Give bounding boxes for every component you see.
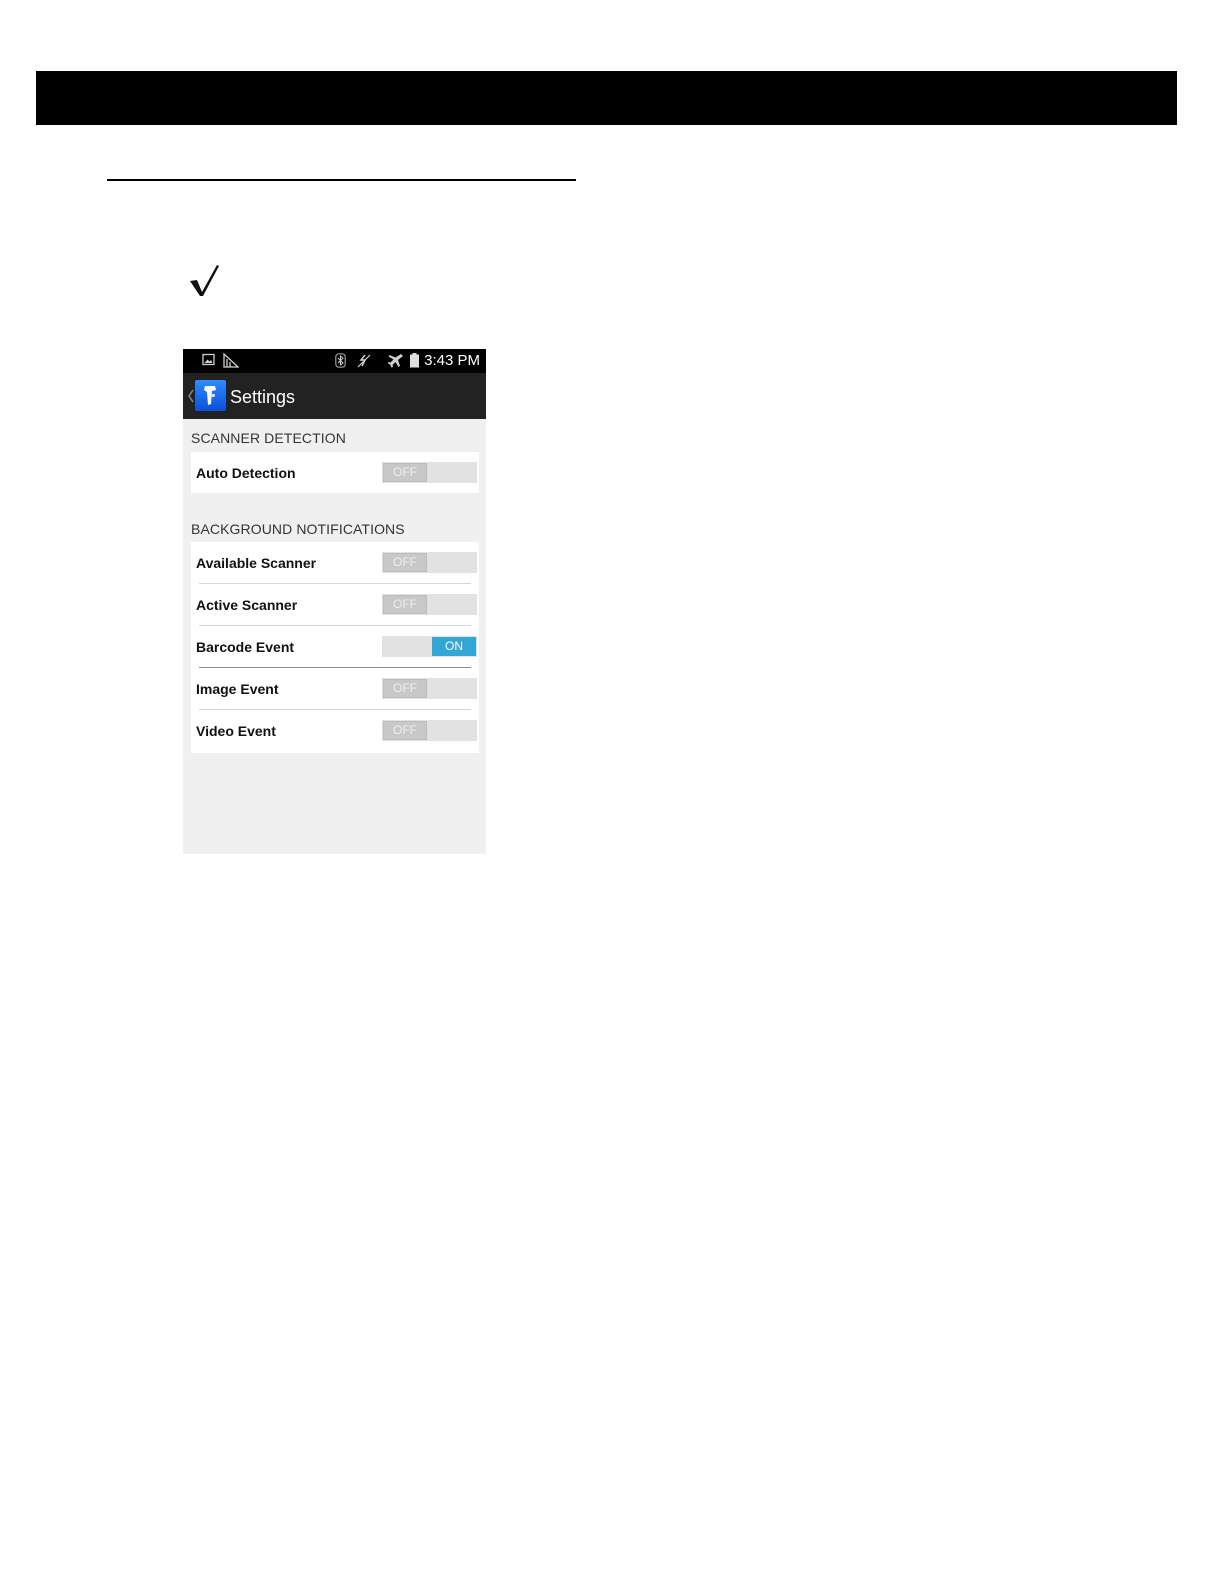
row-label: Barcode Event bbox=[196, 639, 295, 655]
toggle-state: OFF bbox=[383, 595, 427, 614]
section-header-background-notifications: BACKGROUND NOTIFICATIONS bbox=[191, 521, 405, 537]
battery-icon bbox=[409, 353, 420, 368]
row-label: Auto Detection bbox=[196, 465, 296, 481]
checkmark-icon bbox=[186, 260, 222, 300]
toggle-state: OFF bbox=[383, 463, 427, 482]
scanner-gun-icon bbox=[195, 380, 226, 411]
signal-notification-icon bbox=[223, 353, 239, 368]
toggle-state: OFF bbox=[383, 721, 427, 740]
action-bar[interactable] bbox=[183, 373, 486, 419]
settings-row-active-scanner[interactable] bbox=[191, 584, 479, 626]
row-label: Active Scanner bbox=[196, 597, 298, 613]
video-event-toggle[interactable] bbox=[382, 720, 477, 741]
settings-row-auto-detection[interactable] bbox=[191, 452, 479, 493]
active-scanner-toggle[interactable] bbox=[382, 594, 477, 615]
page-header-bar bbox=[36, 71, 1177, 125]
vibrate-mute-icon bbox=[356, 353, 372, 368]
back-chevron-icon[interactable] bbox=[187, 388, 195, 404]
bluetooth-icon bbox=[335, 353, 346, 368]
available-scanner-toggle[interactable] bbox=[382, 552, 477, 573]
settings-row-available-scanner[interactable] bbox=[191, 542, 479, 584]
settings-row-image-event[interactable] bbox=[191, 668, 479, 710]
settings-row-barcode-event[interactable] bbox=[191, 626, 479, 668]
row-label: Video Event bbox=[196, 723, 276, 739]
row-label: Image Event bbox=[196, 681, 279, 697]
airplane-mode-icon bbox=[388, 353, 404, 368]
toggle-state: OFF bbox=[383, 679, 427, 698]
app-scanner-icon[interactable] bbox=[195, 380, 226, 411]
row-label: Available Scanner bbox=[196, 555, 317, 571]
image-notification-icon bbox=[202, 353, 215, 366]
section-header-scanner-detection: SCANNER DETECTION bbox=[191, 430, 346, 446]
settings-row-video-event[interactable] bbox=[191, 710, 479, 752]
toggle-state: ON bbox=[432, 637, 476, 656]
barcode-event-toggle[interactable] bbox=[382, 636, 477, 657]
device-screenshot bbox=[183, 349, 486, 854]
toggle-state: OFF bbox=[383, 553, 427, 572]
card-scanner-detection bbox=[191, 452, 479, 493]
section-rule bbox=[107, 179, 576, 181]
action-bar-title: Settings bbox=[230, 387, 296, 407]
auto-detection-toggle[interactable] bbox=[382, 462, 477, 483]
card-background-notifications bbox=[191, 542, 479, 753]
status-time: 3:43 PM bbox=[424, 352, 480, 369]
status-bar bbox=[183, 349, 486, 373]
image-event-toggle[interactable] bbox=[382, 678, 477, 699]
